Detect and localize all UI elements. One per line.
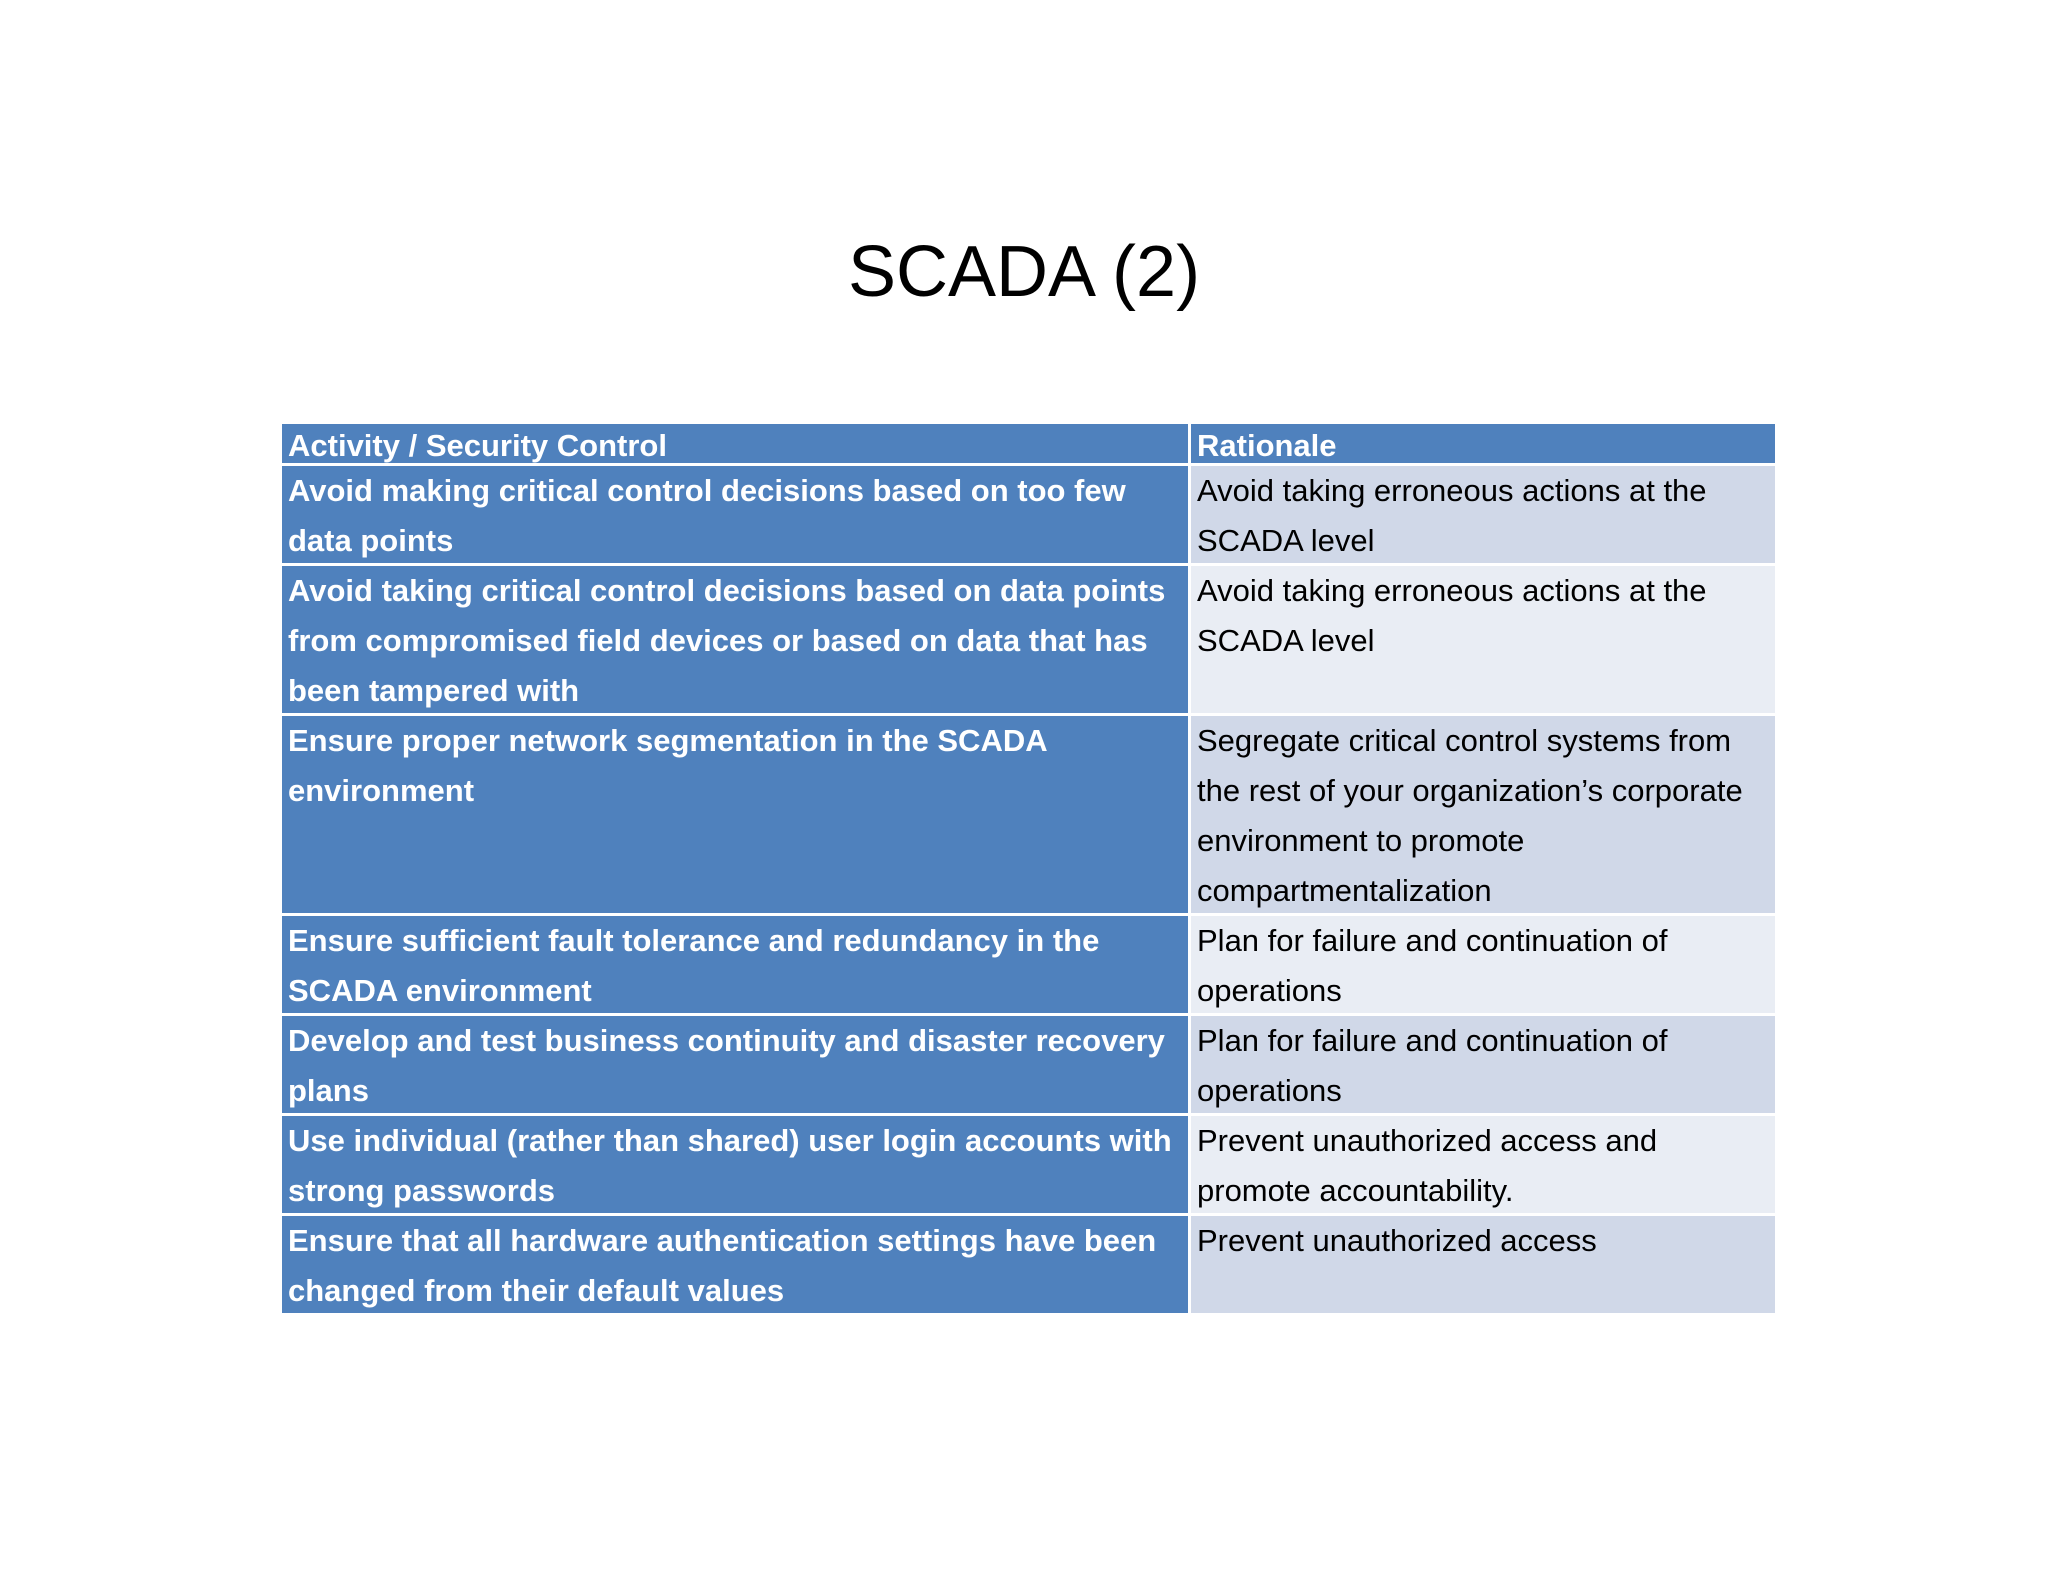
table-row-2-rationale: Avoid taking erroneous actions at the SCADA level — [1191, 566, 1775, 713]
table-row-4-rationale: Plan for failure and continuation of operations — [1191, 916, 1775, 1013]
table-row-3-rationale: Segregate critical control systems from the rest of your organization’s corporate environment to promote compartmentalization — [1191, 716, 1775, 913]
table-row-5-rationale: Plan for failure and continuation of operations — [1191, 1016, 1775, 1113]
table-header-activity: Activity / Security Control — [282, 424, 1188, 463]
table-row-4-activity: Ensure sufficient fault tolerance and redundancy in the SCADA environment — [282, 916, 1188, 1013]
slide-title: SCADA (2) — [847, 232, 1201, 312]
table-header-rationale: Rationale — [1191, 424, 1775, 463]
table-row-1-rationale: Avoid taking erroneous actions at the SCADA level — [1191, 466, 1775, 563]
table-row-6-activity: Use individual (rather than shared) user login accounts with strong passwords — [282, 1116, 1188, 1213]
table-row-7-rationale: Prevent unauthorized access — [1191, 1216, 1775, 1313]
table-row-6-rationale: Prevent unauthorized access and promote accountability. — [1191, 1116, 1775, 1213]
table-row-2-activity: Avoid taking critical control decisions based on data points from compromised field devices or based on data that has been tampered with — [282, 566, 1188, 713]
table-row-5-activity: Develop and test business continuity and disaster recovery plans — [282, 1016, 1188, 1113]
table-row-1-activity: Avoid making critical control decisions based on too few data points — [282, 466, 1188, 563]
table-row-3-activity: Ensure proper network segmentation in the SCADA environment — [282, 716, 1188, 913]
controls-table — [282, 424, 1772, 1313]
table-row-7-activity: Ensure that all hardware authentication settings have been changed from their default values — [282, 1216, 1188, 1313]
